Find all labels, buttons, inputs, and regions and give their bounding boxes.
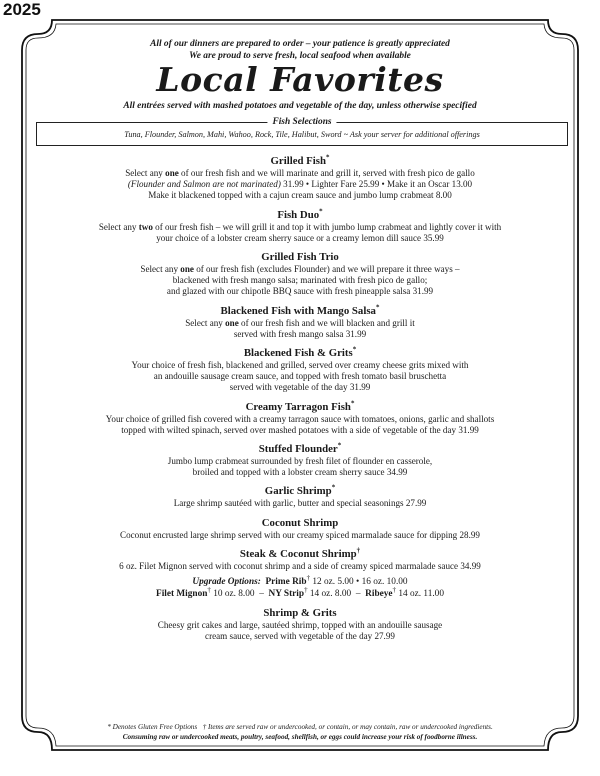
dish-description: blackened with fresh mango salsa; marinated with fresh pico de gallo; [172, 275, 428, 286]
dish-blackened-grits [36, 346, 564, 394]
intro-line-1: All of our dinners are prepared to order – your patience is greatly appreciated [150, 39, 450, 49]
dish-description: topped with wilted spinach, served over mashed potatoes with a side of vegetable of the day 31.99 [121, 424, 479, 435]
fish-selections-list: Tuna, Flounder, Salmon, Mahi, Wahoo, Rock, Tile, Halibut, Sword ~ Ask your server for additional offerings [124, 130, 480, 139]
dish-name: Shrimp & Grits [263, 607, 337, 620]
menu-content [36, 38, 564, 648]
dish-shrimp-grits [36, 606, 564, 642]
dish-name: Steak & Coconut Shrimp† [239, 546, 361, 560]
dish-description: served with fresh mango salsa 31.99 [233, 328, 367, 339]
intro-line-2: We are proud to serve fresh, local seafood when available [189, 51, 411, 61]
footer-line-1: * Denotes Gluten Free Options † Items are served raw or undercooked, or contain, or may contain, raw or undercooked ingredients. [107, 723, 493, 731]
dish-steak-coconut-shrimp [36, 547, 564, 600]
gluten-free-mark: * [326, 153, 330, 162]
gluten-free-mark: * [350, 399, 355, 408]
dish-name: Garlic Shrimp* [264, 483, 336, 498]
dish-description: your choice of a lobster cream sherry sauce or a creamy lemon dill sauce 35.99 [156, 232, 444, 243]
dish-name: Fish Duo* [277, 207, 323, 221]
dish-blackened-mango [36, 304, 564, 340]
raw-item-mark: † [356, 546, 361, 555]
dish-name: Grilled Fish Trio [261, 251, 339, 264]
dish-grilled-fish [36, 154, 564, 202]
dish-description: an andouille sausage cream sauce, and topped with fresh tomato basil bruschetta [153, 371, 447, 382]
dish-list [36, 154, 564, 642]
dish-description: served with vegetable of the day 31.99 [229, 382, 371, 393]
dish-description: 6 oz. Filet Mignon served with coconut shrimp and a side of creamy spiced marmalade sauce 34.99 [119, 560, 481, 571]
dish-creamy-tarragon [36, 400, 564, 436]
gluten-free-mark: * [319, 207, 323, 216]
dish-description: Cheesy grit cakes and large, sautéed shrimp, topped with an andouille sausage [157, 620, 443, 631]
entree-note: All entrées served with mashed potatoes and vegetable of the day, unless otherwise specified [123, 101, 477, 111]
dish-description: Your choice of grilled fish covered with a creamy tarragon sauce with tomatoes, onions, garlic and shallots [105, 413, 495, 424]
fish-selections-title: Fish Selections [267, 116, 336, 128]
upgrade-label: Upgrade Options: [192, 577, 261, 588]
footer-line-2: Consuming raw or undercooked meats, poultry, seafood, shellfish, or eggs could increase your risk of foodborne illness. [122, 733, 478, 741]
dish-name: Creamy Tarragon Fish* [245, 399, 355, 413]
upgrade-options-line-1: Upgrade Options: Prime Rib† 12 oz. 5.00 • 16 oz. 10.00 [192, 573, 408, 588]
dish-description: Jumbo lump crabmeat surrounded by fresh filet of flounder en casserole, [167, 456, 433, 467]
dish-description: (Flounder and Salmon are not marinated) 31.99 • Lighter Fare 25.99 • Make it an Oscar 13.00 [127, 179, 473, 190]
dish-coconut-shrimp [36, 516, 564, 541]
dish-description: Select any one of our fresh fish and we will marinate and grill it, served with fresh pico de gallo [125, 168, 475, 178]
dish-description: Select any one of our fresh fish and we will blacken and grill it [185, 317, 415, 328]
dish-name: Blackened Fish with Mango Salsa* [220, 303, 380, 317]
gluten-free-mark: * [375, 303, 380, 312]
dish-description: and glazed with our chipotle BBQ sauce with fresh pineapple salsa 31.99 [166, 286, 434, 297]
dish-name: Blackened Fish & Grits* [243, 345, 357, 360]
dish-description: Select any two of our fresh fish – we will grill it and top it with jumbo lump crabmeat and lightly cover it with [98, 221, 502, 232]
dish-description: Make it blackened topped with a cajun cream sauce and jumbo lump crabmeat 8.00 [148, 190, 452, 201]
dish-name: Grilled Fish* [270, 153, 330, 167]
dish-description: broiled and topped with a lobster cream sherry sauce 34.99 [192, 467, 408, 478]
upgrade-options-line-2: Filet Mignon† 10 oz. 8.00 – NY Strip† 14 oz. 8.00 – Ribeye† 14 oz. 11.00 [156, 585, 444, 600]
dish-description: Large shrimp sautéed with garlic, butter and special seasonings 27.99 [173, 498, 427, 509]
dish-description: Coconut encrusted large shrimp served with our creamy spiced marmalade sauce for dipping 28.99 [120, 529, 480, 540]
dish-name: Stuffed Flounder* [258, 441, 342, 456]
gluten-free-mark: * [352, 345, 357, 354]
dish-name: Coconut Shrimp [261, 516, 339, 529]
dish-stuffed-flounder [36, 442, 564, 478]
gluten-free-mark: * [331, 483, 336, 492]
page-title: Local Favorites [156, 60, 444, 99]
dish-fish-duo [36, 208, 564, 244]
dish-description: Select any one of our fresh fish (excludes Flounder) and we will prepare it three ways – [140, 264, 460, 275]
dish-description: cream sauce, served with vegetable of the day 27.99 [205, 631, 395, 642]
footer-disclaimer [40, 722, 560, 742]
dish-garlic-shrimp [36, 484, 564, 509]
year-label: 2025 [3, 0, 41, 19]
dish-grilled-fish-trio [36, 250, 564, 298]
fish-selections-box [36, 117, 568, 146]
gluten-free-mark: * [337, 441, 342, 450]
dish-description: Your choice of fresh fish, blackened and grilled, served over creamy cheese grits mixed with [131, 360, 469, 371]
